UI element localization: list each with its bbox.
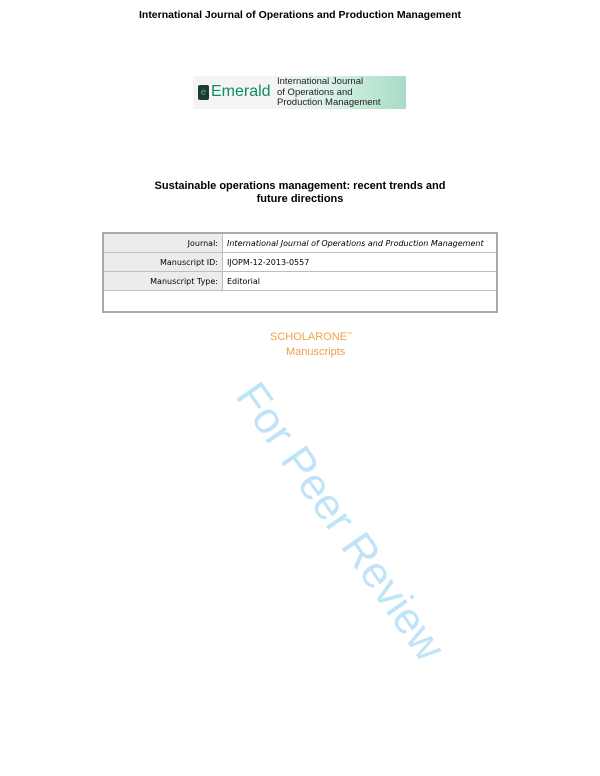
paper-title [0, 180, 600, 206]
scholarone-brand: SCHOLARONE [270, 331, 348, 343]
title-line: Sustainable operations management: recent trends and [154, 180, 446, 192]
row-label: Manuscript ID: [103, 253, 223, 272]
emerald-journal-logo [193, 76, 406, 109]
table-row [103, 233, 497, 253]
manuscript-info-table [102, 232, 498, 313]
table-row-empty [103, 291, 497, 313]
row-value: IJOPM-12-2013-0557 [223, 253, 498, 272]
running-header: International Journal of Operations and Production Management [138, 9, 462, 21]
scholarone-logo [270, 331, 352, 344]
row-value: International Journal of Operations and Production Management [223, 233, 498, 253]
logo-publisher: Emerald [211, 83, 271, 100]
table-row [103, 253, 497, 272]
empty-cell [103, 291, 497, 313]
row-value: Editorial [223, 272, 498, 291]
trademark: ™ [347, 331, 353, 338]
logo-journal-name [277, 77, 381, 109]
table-row [103, 272, 497, 291]
title-line: future directions [256, 193, 344, 205]
row-label: Manuscript Type: [103, 272, 223, 291]
emerald-e-icon: e [198, 85, 209, 100]
logo-line: of Operations and [277, 86, 353, 98]
logo-line: International Journal [277, 76, 364, 87]
watermark: For Peer Review [226, 373, 455, 670]
logo-line: Production Management [277, 97, 381, 108]
row-label: Journal: [103, 233, 223, 253]
scholarone-product: Manuscripts [286, 346, 346, 358]
